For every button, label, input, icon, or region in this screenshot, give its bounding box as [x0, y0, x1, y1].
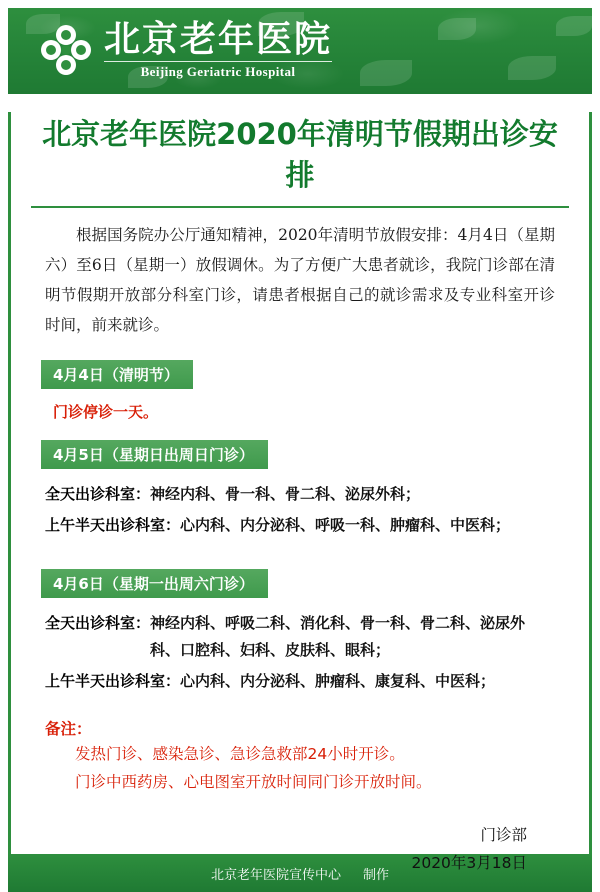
schedule-row-value: 神经内科、骨一科、骨二科、泌尿外科； [150, 485, 421, 503]
schedule-row-value: 心内科、内分泌科、肿瘤科、康复科、中医科； [180, 672, 496, 690]
section-heading-apr6: 4月6日（星期一出周六门诊） [41, 569, 268, 598]
clover-flower-icon [38, 22, 94, 78]
schedule-row [45, 512, 555, 539]
schedule-row-label: 上午半天出诊科室： [45, 516, 181, 534]
schedule-row-label: 上午半天出诊科室： [45, 672, 181, 690]
leaf-decoration-icon [438, 18, 476, 40]
footer-role: 制作 [363, 867, 390, 883]
schedule-row [45, 668, 555, 695]
leaf-decoration-icon [360, 60, 412, 86]
poster-body [8, 112, 592, 872]
schedule-row-value: 神经内科、呼吸二科、消化科、骨一科、骨二科、泌尿外科、口腔科、妇科、皮肤科、眼科； [150, 614, 526, 659]
schedule-row [45, 610, 555, 664]
poster-header [8, 8, 592, 94]
hospital-logo [38, 20, 332, 80]
section-heading-apr5: 4月5日（星期日出周日门诊） [41, 440, 268, 469]
notes-title: 备注： [45, 720, 92, 738]
schedule-row-value: 心内科、内分泌科、呼吸一科、肿瘤科、中医科； [180, 516, 511, 534]
section-heading-apr4: 4月4日（清明节） [41, 360, 193, 389]
leaf-decoration-icon [508, 56, 556, 80]
schedule-row-label: 全天出诊科室： [45, 614, 151, 632]
leaf-decoration-icon [556, 16, 592, 36]
signature-block [11, 821, 527, 877]
signature-date: 2020年3月18日 [411, 854, 527, 872]
logo-english-name: Beijing Geriatric Hospital [104, 61, 332, 80]
logo-chinese-name: 北京老年医院 [104, 19, 333, 60]
footer-org: 北京老年医院宣传中心 [210, 867, 341, 883]
intro-paragraph: 根据国务院办公厅通知精神，2020年清明节放假安排：4月4日（星期六）至6日（星期一）放假调休。为了方便广大患者就诊，我院门诊部在清明节假期开放部分科室门诊，请患者根据自己的就诊需求及专业科室开诊时间，前来就诊。 [45, 226, 555, 334]
note-line: 发热门诊、感染急诊、急诊急救部24小时开诊。 [75, 745, 405, 763]
schedule-row-label: 全天出诊科室： [45, 485, 151, 503]
page-title: 北京老年医院2020年清明节假期出诊安排 [31, 112, 569, 208]
schedule-row [45, 481, 555, 508]
signature-department: 门诊部 [480, 826, 527, 844]
note-line: 门诊中西药房、心电图室开放时间同门诊开放时间。 [75, 773, 432, 791]
section-closed-note-apr4: 门诊停诊一天。 [53, 403, 159, 421]
